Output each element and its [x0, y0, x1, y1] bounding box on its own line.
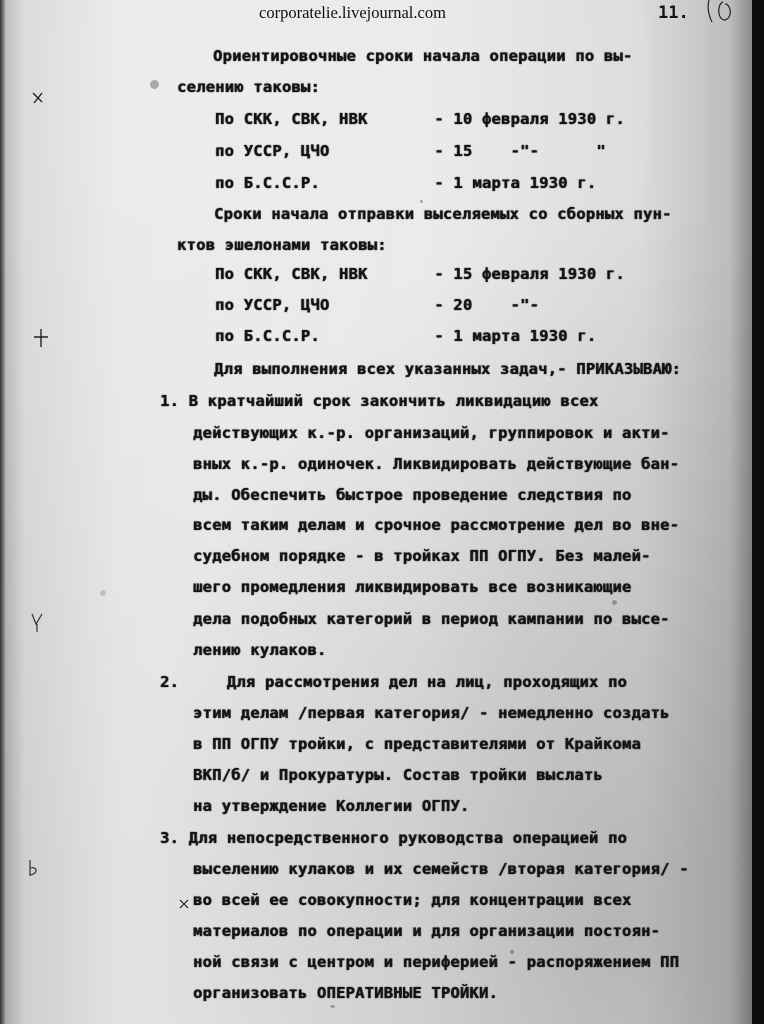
- margin-pen-mark: [28, 612, 46, 634]
- text-line: вных к.-р. одиночек. Ликвидировать действующие бан-: [193, 455, 680, 473]
- text-line: По СКК, СВК, НВК - 10 февраля 1930 г.: [215, 110, 625, 128]
- text-line: ВКП/б/ и Прокуратуры. Состав тройки выслать: [193, 766, 603, 784]
- text-line: по УССР, ЦЧО - 20 -"-: [215, 296, 540, 314]
- text-line: лению кулаков.: [193, 641, 327, 659]
- paper-speck: [330, 1005, 335, 1008]
- text-line: судебном порядке - в тройках ПП ОГПУ. Без малей-: [193, 547, 651, 565]
- text-line: Для выполнения всех указанных задач,- ПРИКАЗЫВАЮ:: [214, 360, 682, 378]
- text-line: во всей ее совокупности; для концентрации всех: [193, 891, 632, 909]
- margin-pen-mark: [26, 858, 42, 878]
- text-line: всем таким делам и срочное рассмотрение дел во вне-: [193, 516, 680, 534]
- numbered-item: 1. В кратчайший срок закончить ликвидацию всех: [160, 392, 599, 410]
- text-line: выселению кулаков и их семейств /вторая категория/ -: [193, 860, 689, 878]
- text-line: Сроки начала отправки выселяемых со сборных пун-: [214, 205, 672, 223]
- text-line: материалов по операции и для организации постоян-: [193, 922, 661, 940]
- paper-speck: [150, 80, 159, 89]
- text-line: По СКК, СВК, НВК - 15 февраля 1930 г.: [215, 265, 625, 283]
- numbered-item: 2. Для рассмотрения дел на лиц, проходящих по: [160, 673, 628, 691]
- page-number: 11.: [658, 3, 689, 23]
- page-left-shadow: [0, 0, 6, 1024]
- text-line: шего промедления ликвидировать все возникающие: [193, 578, 632, 596]
- text-line: по УССР, ЦЧО - 15 -"- ": [215, 142, 606, 160]
- text-line: на утверждение Коллегии ОГПУ.: [193, 797, 470, 815]
- text-line: действующих к.-р. организаций, группировок и акти-: [193, 424, 670, 442]
- numbered-item: 3. Для непосредственного руководства операцией по: [160, 829, 628, 847]
- watermark-text: corporatelie.livejournal.com: [259, 3, 446, 22]
- paper-speck: [612, 600, 617, 605]
- text-line: ды. Обеспечить быстрое проведение следствия по: [193, 486, 632, 504]
- text-line: селению таковы:: [177, 78, 320, 96]
- text-line: по Б.С.С.Р. - 1 марта 1930 г.: [215, 327, 597, 345]
- text-line: ктов эшелонами таковы:: [177, 236, 387, 254]
- text-line: по Б.С.С.Р. - 1 марта 1930 г.: [215, 174, 597, 192]
- text-line: организовать ОПЕРАТИВНЫЕ ТРОЙКИ.: [193, 984, 499, 1002]
- text-line: ной связи с центром и периферией - распоряжением ПП: [193, 953, 680, 971]
- margin-pen-mark: [178, 898, 190, 910]
- handwritten-page-mark: [703, 0, 753, 26]
- text-line: этим делам /первая категория/ - немедленно создать: [193, 704, 670, 722]
- paper-speck: [100, 590, 106, 596]
- page-right-border: [752, 0, 764, 1024]
- text-line: в ПП ОГПУ тройки, с представителями от Крайкома: [193, 735, 641, 753]
- margin-pen-mark: [30, 90, 46, 106]
- margin-pen-mark: [32, 328, 50, 348]
- text-line: Ориентировочные сроки начала операции по вы-: [213, 47, 633, 65]
- text-line: дела подобных категорий в период кампании по высе-: [193, 610, 670, 628]
- paper-speck: [420, 200, 423, 203]
